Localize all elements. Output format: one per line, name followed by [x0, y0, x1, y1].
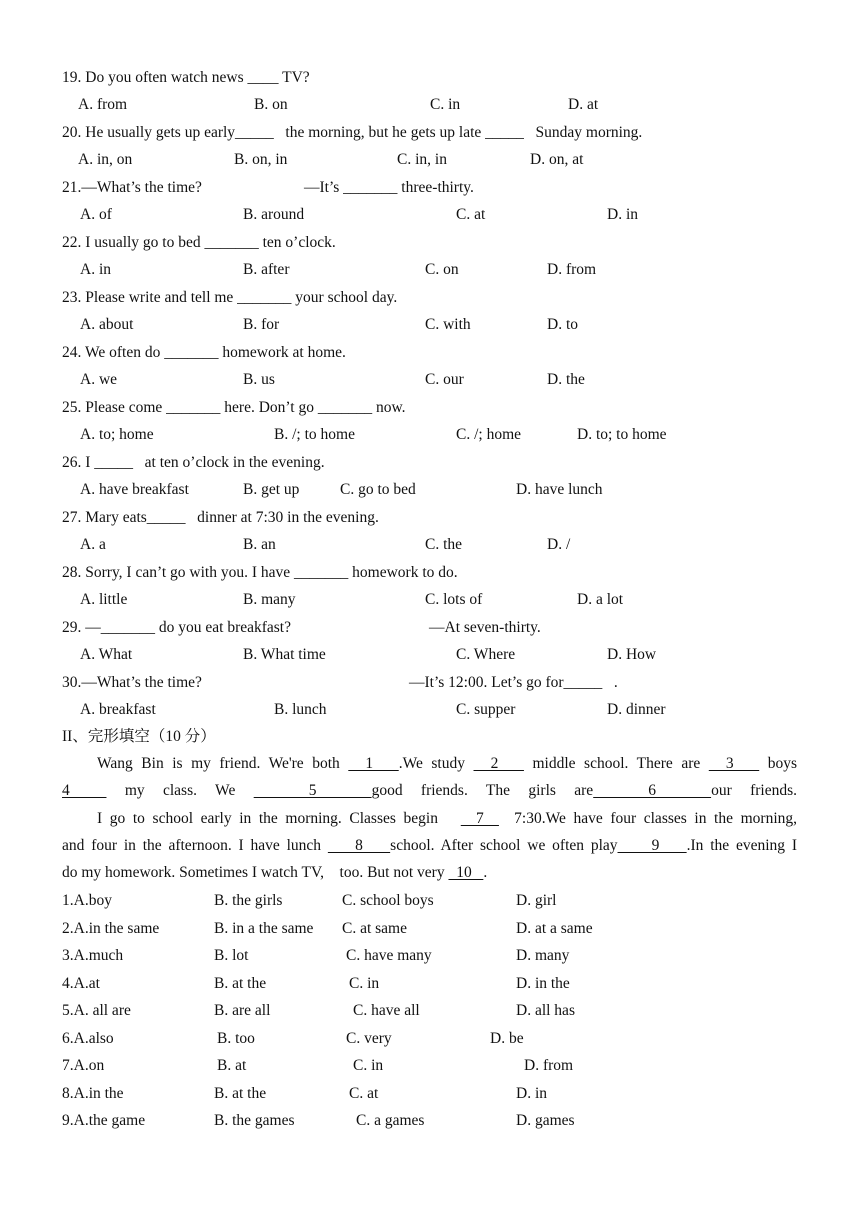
cloze-item-number: 7.	[62, 1057, 74, 1074]
blank-number: 5	[253, 782, 372, 799]
question-option: A. to; home	[80, 426, 154, 443]
passage-text: 7:30.We have four classes in the morning,	[498, 810, 797, 827]
cloze-option: A.on	[73, 1057, 105, 1074]
cloze-option: C. very	[346, 1029, 392, 1047]
question-stem: 19. Do you often watch news ____ TV?	[62, 69, 310, 86]
question-stem-reply: —At seven-thirty.	[429, 619, 541, 636]
question-option: C. in, in	[397, 151, 447, 168]
cloze-item-first	[62, 920, 159, 938]
question-option: B. on, in	[234, 151, 288, 168]
passage-text: our friends.	[711, 782, 798, 799]
cloze-option: C. in	[349, 974, 380, 992]
question-stem: 22. I usually go to bed _______ ten o’clock.	[62, 234, 336, 251]
question-stem: 29. —_______ do you eat breakfast?	[62, 619, 291, 636]
cloze-item-first	[62, 1085, 124, 1103]
question-option: B. after	[243, 261, 290, 278]
cloze-item-first	[62, 947, 123, 965]
cloze-item-first	[62, 1002, 131, 1020]
cloze-option: C. have all	[353, 1002, 420, 1019]
question-option: B. for	[243, 316, 280, 333]
question-option: A. in	[80, 261, 111, 278]
cloze-option: B. in a the same	[214, 919, 314, 937]
question-option: B. around	[243, 206, 305, 223]
passage-text: my class. We	[106, 782, 254, 799]
cloze-option: A.much	[73, 947, 124, 964]
passage-line	[62, 782, 797, 800]
cloze-option: C. a games	[356, 1112, 425, 1129]
question-option: A. of	[80, 206, 112, 223]
cloze-option: D. from	[524, 1057, 574, 1074]
question-option: D. on, at	[530, 151, 584, 168]
question-stem: 23. Please write and tell me _______ your school day.	[62, 289, 398, 306]
cloze-option: B. at	[217, 1057, 247, 1074]
cloze-item-number: 2.	[62, 919, 74, 937]
question-option: C. the	[425, 536, 463, 553]
question-option: B. on	[254, 96, 288, 113]
cloze-option: D. in	[516, 1084, 547, 1102]
question-option: B. What time	[243, 646, 326, 663]
cloze-option: B. too	[217, 1029, 255, 1047]
passage-text: school. After school we often play	[390, 837, 618, 854]
question-stem: 28. Sorry, I can’t go with you. I have _______ homework to do.	[62, 564, 458, 581]
question-option: C. with	[425, 316, 471, 333]
question-option: D. to; to home	[577, 426, 667, 443]
cloze-item-first	[62, 975, 100, 993]
cloze-option: A. all are	[73, 1002, 131, 1019]
question-option: A. breakfast	[80, 701, 156, 718]
cloze-item-number: 6.	[62, 1029, 74, 1047]
passage-line	[62, 864, 487, 882]
cloze-option: D. girl	[516, 892, 557, 909]
cloze-option: A.at	[73, 974, 100, 992]
question-stem: 25. Please come _______ here. Don’t go _______ now.	[62, 399, 406, 416]
question-option: C. in	[430, 96, 461, 113]
cloze-option: B. lot	[214, 947, 249, 964]
cloze-item-first	[62, 892, 112, 910]
question-option: D. in	[607, 206, 638, 223]
cloze-item-first	[62, 1030, 114, 1048]
cloze-option: D. be	[490, 1029, 524, 1047]
question-option: A. about	[80, 316, 134, 333]
cloze-item-number: 9.	[62, 1112, 74, 1129]
cloze-option: A.boy	[73, 892, 112, 909]
passage-text: Wang Bin is my friend. We're both	[97, 755, 349, 772]
blank-number: 10	[448, 864, 484, 881]
cloze-item-first	[62, 1112, 145, 1130]
blank-number: 1	[348, 755, 399, 772]
passage-text: do my homework. Sometimes I watch TV, too. But not very	[62, 864, 449, 881]
cloze-option: B. at the	[214, 974, 267, 992]
question-option: A. have breakfast	[80, 481, 189, 498]
cloze-option: C. in	[353, 1057, 384, 1074]
question-option: C. Where	[456, 646, 516, 663]
cloze-item-first	[62, 1057, 104, 1075]
question-stem: 20. He usually gets up early_____ the morning, but he gets up late _____ Sunday morning.	[62, 124, 643, 141]
question-option: C. our	[425, 371, 464, 388]
question-option: A. from	[78, 96, 128, 113]
question-option: B. an	[243, 536, 276, 553]
cloze-option: D. in the	[516, 974, 570, 992]
passage-text: .	[483, 864, 488, 881]
question-option: C. lots of	[425, 591, 483, 608]
question-option: D. to	[547, 316, 578, 333]
passage-line	[62, 837, 797, 855]
question-stem: 30.—What’s the time?	[62, 674, 202, 691]
question-option: A. we	[80, 371, 118, 388]
question-option: B. /; to home	[274, 426, 355, 443]
question-option: D. at	[568, 96, 599, 113]
question-option: D. dinner	[607, 701, 666, 718]
question-option: C. at	[456, 206, 486, 223]
cloze-option: B. the games	[214, 1112, 295, 1129]
question-stem: 21.—What’s the time?	[62, 179, 202, 196]
question-option: A. in, on	[78, 151, 133, 168]
passage-text: .In the evening I	[686, 837, 798, 854]
question-option: D. /	[547, 536, 571, 553]
question-option: D. from	[547, 261, 597, 278]
question-option: C. go to bed	[340, 481, 416, 498]
question-stem-reply: —It’s 12:00. Let’s go for_____ .	[409, 674, 618, 691]
blank-number: 3	[708, 755, 760, 772]
question-option: A. little	[80, 591, 128, 608]
cloze-item-number: 4.	[62, 974, 74, 992]
question-option: A. a	[80, 536, 106, 553]
question-option: D. a lot	[577, 591, 624, 608]
question-option: C. supper	[456, 701, 516, 718]
question-stem: 24. We often do _______ homework at home.	[62, 344, 346, 361]
blank-number: 8	[327, 837, 391, 854]
cloze-option: B. at the	[214, 1084, 267, 1102]
cloze-option: D. many	[516, 947, 570, 964]
passage-text: and four in the afternoon. I have lunch	[62, 837, 328, 854]
cloze-option: C. at same	[342, 919, 407, 937]
passage-text: I go to school early in the morning. Classes begin	[97, 810, 461, 827]
cloze-option: D. games	[516, 1112, 575, 1129]
blank-number: 6	[593, 782, 712, 799]
cloze-option: A.in the same	[73, 919, 160, 937]
question-stem: 27. Mary eats_____ dinner at 7:30 in the evening.	[62, 509, 379, 526]
cloze-item-number: 8.	[62, 1084, 74, 1102]
cloze-option: C. school boys	[342, 892, 434, 909]
cloze-option: C. have many	[346, 947, 432, 964]
cloze-option: C. at	[349, 1084, 379, 1102]
question-option: C. /; home	[456, 426, 522, 443]
cloze-option: A.also	[73, 1029, 114, 1047]
question-option: B. get up	[243, 481, 300, 498]
question-option: D. How	[607, 646, 657, 663]
question-option: B. many	[243, 591, 296, 608]
passage-text: boys	[759, 755, 798, 772]
section-heading: II、完形填空（10 分）	[62, 728, 216, 745]
passage-line	[97, 755, 797, 773]
question-option: C. on	[425, 261, 459, 278]
blank-number: 7	[460, 810, 499, 827]
blank-number: 2	[473, 755, 524, 772]
cloze-option: B. are all	[214, 1002, 271, 1019]
passage-text: good friends. The girls are	[371, 782, 594, 799]
passage-text: middle school. There are	[523, 755, 709, 772]
cloze-option: B. the girls	[214, 892, 283, 909]
question-option: D. the	[547, 371, 585, 388]
question-option: A. What	[80, 646, 133, 663]
blank-number: 9	[617, 837, 687, 854]
cloze-option: A.the game	[73, 1112, 146, 1129]
question-stem: 26. I _____ at ten o’clock in the evening.	[62, 454, 325, 471]
passage-line	[97, 810, 797, 828]
question-option: B. us	[243, 371, 275, 388]
cloze-option: A.in the	[73, 1084, 124, 1102]
cloze-option: D. at a same	[516, 919, 593, 937]
cloze-item-number: 5.	[62, 1002, 74, 1019]
question-stem-reply: —It’s _______ three-thirty.	[304, 179, 474, 196]
question-option: B. lunch	[274, 701, 327, 718]
cloze-item-number: 1.	[62, 892, 74, 909]
cloze-item-number: 3.	[62, 947, 74, 964]
cloze-option: D. all has	[516, 1002, 575, 1019]
question-option: D. have lunch	[516, 481, 603, 498]
blank-number: 4	[62, 782, 107, 799]
passage-text: .We study	[398, 755, 474, 772]
